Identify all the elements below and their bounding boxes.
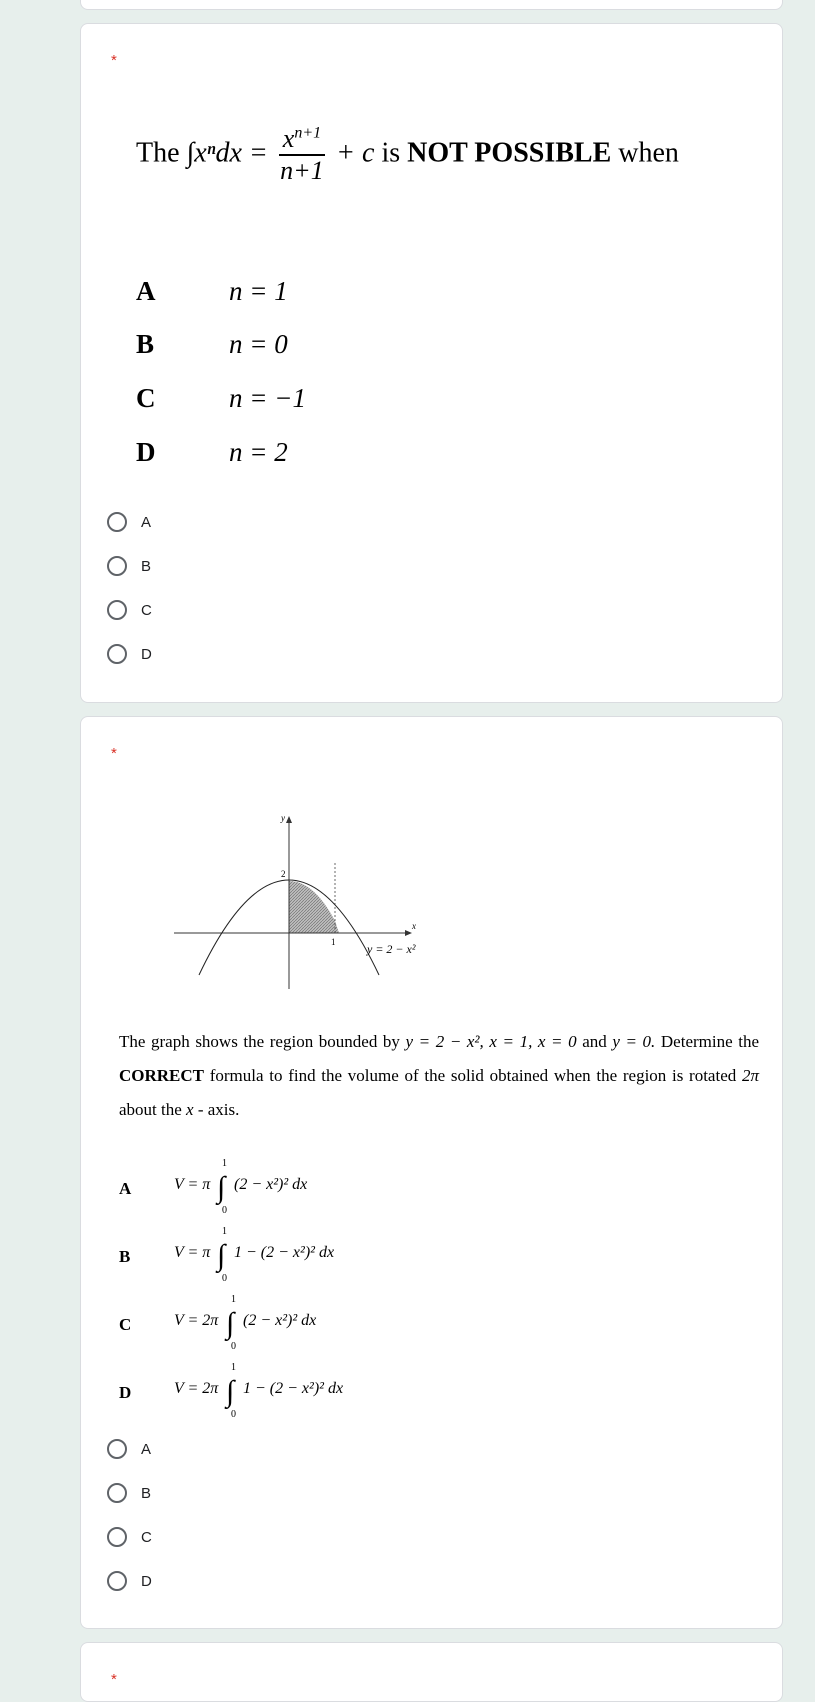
radio-button[interactable] [107,512,127,532]
shaded-region [289,881,339,933]
svg-text:(2 − x²)² dx: (2 − x²)² dx [234,1176,308,1193]
x-axis-label: x [412,921,416,931]
svg-text:1: 1 [222,1226,227,1237]
y-tick-label: 2 [281,869,286,879]
curve-label: y = 2 − x² [367,942,416,956]
radio-button[interactable] [107,600,127,620]
svg-text:0: 0 [222,1205,227,1215]
svg-text:∫: ∫ [226,1307,235,1340]
svg-text:1: 1 [231,1362,236,1373]
svg-text:0: 0 [231,1409,236,1419]
svg-text:V = π: V = π [174,1176,211,1193]
svg-text:V = π: V = π [174,1244,211,1261]
svg-text:V = 2π: V = 2π [174,1380,219,1397]
required-asterisk: * [111,52,117,69]
svg-text:∫: ∫ [217,1239,226,1272]
radio-button[interactable] [107,644,127,664]
emphasis-text: CORRECT [119,1066,205,1085]
required-asterisk: * [111,745,117,762]
radio-button[interactable] [107,1483,127,1503]
radio-button[interactable] [107,1439,127,1459]
radio-button[interactable] [107,1527,127,1547]
svg-text:(2 − x²)² dx: (2 − x²)² dx [243,1312,317,1329]
emphasis-text: NOT POSSIBLE [407,137,612,169]
region-graph [169,813,449,993]
required-asterisk: * [111,1671,117,1688]
y-axis-label: y [281,813,285,823]
radio-button[interactable] [107,1571,127,1591]
question-card-2: * y x 2 1 y = 2 − x² The graph shows the region bounded by y = 2 − x², x = 1, x = 0 and y = 0. Determine the CORRECT formula to find the volume of the solid obtained when the region is rotated 2π about the x - axis. A V = π ∫ 1 0 (2 − x²)² dx B V = π ∫ 1 0 1 − (2 − x²)² dx C V = 2π ∫ 1 0 (2 − x²)² dx D V = 2π ∫ 1 0 1 − (2 − x²)² dx A B C D [80,716,783,1629]
fraction: $\frac{x^{n+1}}{n+1}$ [280,124,324,185]
svg-text:1: 1 [231,1294,236,1305]
previous-question-card [80,0,783,10]
question-1-prompt: The ∫xⁿdx = $\frac{x^{n+1}}{n+1}$ + c is NOT POSSIBLE when [136,124,679,185]
svg-text:0: 0 [222,1273,227,1283]
svg-text:∫: ∫ [217,1171,226,1204]
question-2-prompt: The graph shows the region bounded by y = 2 − x², x = 1, x = 0 and y = 0. Determine the CORRECT formula to find the volume of the solid obtained when the region is rotated 2π about the x - axis. [119,1032,760,1119]
x-tick-label: 1 [331,937,336,947]
question-card-1: * The ∫xⁿdx = $\frac{x^{n+1}}{n+1}$ + c is NOT POSSIBLE when A n = 1 B n = 0 C n = −1 D n = 2 A B C D [80,23,783,703]
integral-expression: ∫xⁿdx = [186,137,268,169]
svg-text:1: 1 [222,1158,227,1169]
svg-text:0: 0 [231,1341,236,1351]
x-axis-arrow-icon [405,930,412,936]
svg-text:1 − (2 − x²)² dx: 1 − (2 − x²)² dx [234,1244,335,1261]
svg-text:1 − (2 − x²)² dx: 1 − (2 − x²)² dx [243,1380,344,1397]
next-question-card [80,1642,783,1702]
svg-text:V = 2π: V = 2π [174,1312,219,1329]
svg-text:∫: ∫ [226,1375,235,1408]
radio-button[interactable] [107,556,127,576]
y-axis-arrow-icon [286,816,292,823]
